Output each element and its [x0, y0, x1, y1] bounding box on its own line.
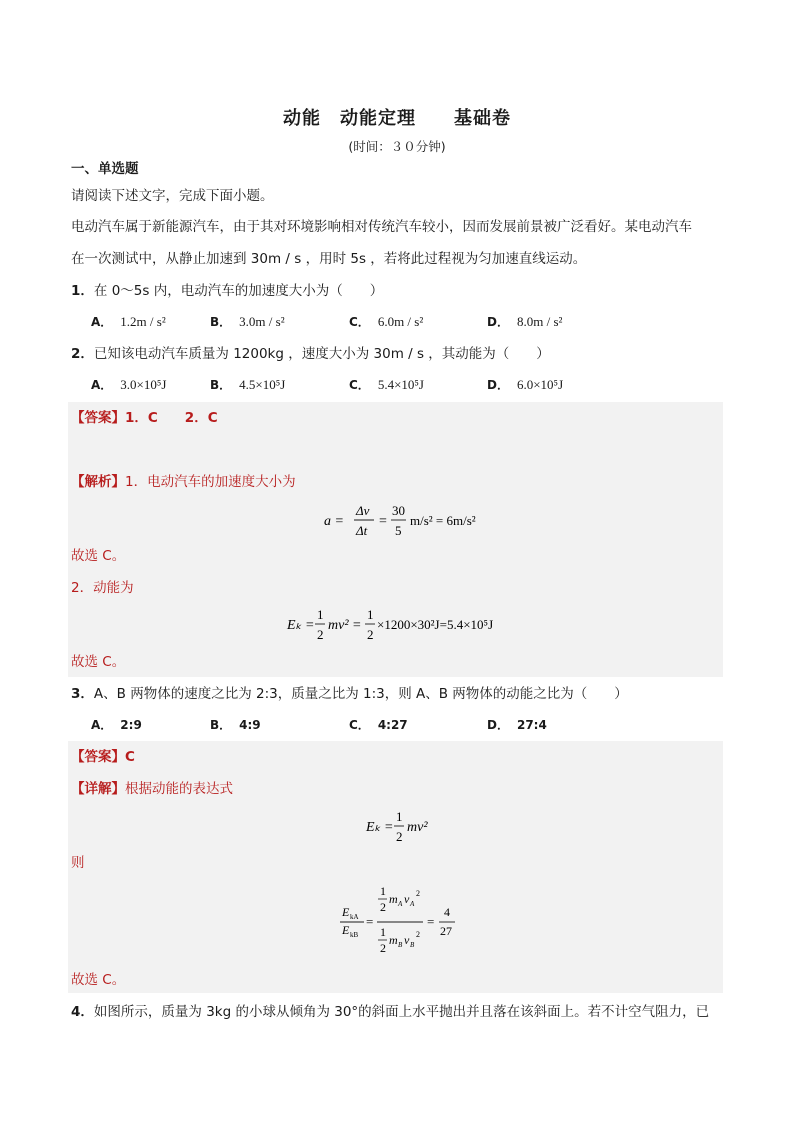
formula-equals: =	[366, 914, 374, 929]
frac-denominator: 5	[395, 523, 402, 538]
answer-line-3	[71, 747, 135, 767]
question-4	[71, 1002, 709, 1022]
passage-line-2: 在一次测试中，从静止加速到 30m / s ，用时 5s ，若将此过程视为匀加速直线运动。	[71, 251, 587, 267]
half-denominator: 2	[380, 941, 386, 955]
frac-denominator: 2	[367, 627, 374, 642]
formula-kinetic-energy	[283, 604, 523, 644]
option-value: 8.0m / s²	[516, 314, 563, 329]
option-a[interactable]	[91, 313, 166, 330]
square-exp: 2	[416, 930, 420, 939]
conclusion-text: 故选 C。	[71, 654, 126, 670]
option-value: 2:9	[120, 718, 142, 732]
option-value: 1.2m / s²	[120, 314, 166, 329]
question-2-options	[0, 376, 794, 396]
answer-tag: 【答案】	[71, 410, 125, 426]
option-value: 4.5×10⁵J	[239, 377, 286, 392]
option-label: A．	[91, 315, 113, 329]
passage-line-1: 电动汽车属于新能源汽车，由于其对环境影响相对传统汽车较小，因而发展前景被广泛看好。某电动汽车	[71, 219, 692, 235]
formula-energy-ratio	[338, 880, 468, 960]
section-heading: 一、单选题	[71, 161, 139, 177]
formula-mid: mv² =	[328, 618, 362, 633]
option-value: 5.4×10⁵J	[377, 377, 424, 392]
formula-equals: =	[427, 914, 435, 929]
question-text: 在 0～5s 内，电动汽车的加速度大小为（ ）	[93, 283, 384, 299]
analysis-text: 2．动能为	[71, 580, 134, 596]
detail-text: 根据动能的表达式	[125, 781, 233, 797]
frac-numerator: 30	[392, 503, 405, 518]
question-text: A、B 两物体的速度之比为 2:3，质量之比为 1:3，则 A、B 两物体的动能之比为（ ）	[93, 686, 628, 702]
frac-denominator: 2	[317, 627, 324, 642]
mass-a: m	[389, 892, 398, 906]
option-label: D．	[487, 315, 509, 329]
result-denominator: 27	[440, 924, 452, 938]
option-label: D．	[487, 378, 509, 392]
answer-text: C	[125, 749, 135, 765]
passage-instruction: 请阅读下述文字，完成下面小题。	[71, 188, 274, 204]
detail-tag: 【详解】	[71, 781, 125, 797]
option-label: C．	[349, 315, 370, 329]
half-numerator: 1	[380, 925, 386, 939]
velocity-a-sub: A	[410, 900, 415, 908]
conclusion-2	[71, 652, 125, 672]
option-label: A．	[91, 378, 113, 392]
option-value: 6.0m / s²	[377, 314, 424, 329]
option-b[interactable]	[210, 376, 285, 393]
ratio-numerator: E	[342, 905, 350, 919]
option-value: 6.0×10⁵J	[516, 377, 564, 392]
ratio-denominator: E	[342, 923, 350, 937]
result-numerator: 4	[444, 905, 450, 919]
page-title: 动能 动能定理 基础卷	[283, 108, 511, 129]
option-label: B．	[210, 718, 232, 732]
answer-text: 1．C 2．C	[125, 410, 218, 426]
frac-denominator: Δt	[356, 523, 368, 538]
option-c[interactable]	[349, 716, 408, 733]
option-value: 4:9	[239, 718, 261, 732]
formula-lhs: Eₖ =	[366, 820, 394, 835]
detail-line-3	[71, 779, 233, 799]
formula-lhs: Eₖ =	[287, 618, 315, 633]
then-line	[71, 853, 85, 873]
conclusion-text: 故选 C。	[71, 548, 126, 564]
formula-rhs: m/s² = 6m/s²	[410, 513, 476, 528]
square-exp: 2	[416, 889, 420, 898]
ratio-numerator-sub: kA	[350, 913, 359, 921]
option-label: C．	[349, 718, 370, 732]
option-label: D．	[487, 718, 509, 732]
analysis-tag: 【解析】	[71, 474, 125, 490]
formula-rhs: mv²	[407, 820, 428, 835]
option-b[interactable]	[210, 716, 261, 733]
option-label: C．	[349, 378, 370, 392]
question-2	[71, 344, 550, 364]
analysis-line-1	[71, 472, 296, 492]
option-label: A．	[91, 718, 113, 732]
option-value: 3.0m / s²	[239, 314, 285, 329]
formula-acceleration	[320, 500, 490, 540]
formula-rhs: ×1200×30²J=5.4×10⁵J	[377, 617, 494, 632]
option-c[interactable]	[349, 313, 423, 330]
question-3	[71, 684, 628, 704]
half-denominator: 2	[380, 900, 386, 914]
option-d[interactable]	[487, 313, 562, 330]
frac-denominator: 2	[396, 829, 403, 844]
formula-kinetic-energy-expression	[362, 806, 442, 846]
formula-equals: =	[379, 514, 387, 529]
analysis-text: 1．电动汽车的加速度大小为	[125, 474, 296, 490]
option-c[interactable]	[349, 376, 424, 393]
then-text: 则	[71, 855, 85, 871]
velocity-a: v	[404, 892, 410, 906]
question-1	[71, 281, 383, 301]
ratio-denominator-sub: kB	[350, 931, 359, 939]
option-a[interactable]	[91, 376, 166, 393]
conclusion-3	[71, 970, 125, 990]
velocity-b: v	[404, 933, 410, 947]
half-numerator: 1	[380, 884, 386, 898]
option-a[interactable]	[91, 716, 142, 733]
option-b[interactable]	[210, 313, 285, 330]
mass-a-sub: A	[398, 900, 403, 908]
time-limit: (时间：３０分钟)	[348, 139, 446, 154]
question-1-options	[0, 313, 794, 333]
frac-numerator: 1	[367, 607, 374, 622]
option-d[interactable]	[487, 716, 547, 733]
mass-b-sub: B	[398, 941, 403, 949]
formula-lhs: a =	[324, 514, 344, 529]
answer-line-1-2	[71, 408, 218, 428]
option-value: 3.0×10⁵J	[120, 377, 167, 392]
question-number: 1．	[71, 283, 94, 299]
question-3-options	[0, 716, 794, 736]
question-number: 4．	[71, 1004, 94, 1020]
option-label: B．	[210, 378, 232, 392]
option-label: B．	[210, 315, 232, 329]
frac-numerator: 1	[396, 809, 403, 824]
question-text: 已知该电动汽车质量为 1200kg ，速度大小为 30m / s ，其动能为（ ）	[93, 346, 550, 362]
conclusion-1	[71, 546, 125, 566]
frac-numerator: 1	[317, 607, 324, 622]
option-d[interactable]	[487, 376, 563, 393]
option-value: 27:4	[516, 718, 547, 732]
velocity-b-sub: B	[410, 941, 415, 949]
question-number: 3．	[71, 686, 94, 702]
option-value: 4:27	[377, 718, 408, 732]
question-number: 2．	[71, 346, 94, 362]
question-text: 如图所示，质量为 3kg 的小球从倾角为 30°的斜面上水平抛出并且落在该斜面上。若不计空气阻力，已	[93, 1004, 710, 1020]
analysis-line-2	[71, 578, 134, 598]
answer-tag: 【答案】	[71, 749, 125, 765]
mass-b: m	[389, 933, 398, 947]
conclusion-text: 故选 C。	[71, 972, 126, 988]
frac-numerator: Δv	[356, 503, 370, 518]
